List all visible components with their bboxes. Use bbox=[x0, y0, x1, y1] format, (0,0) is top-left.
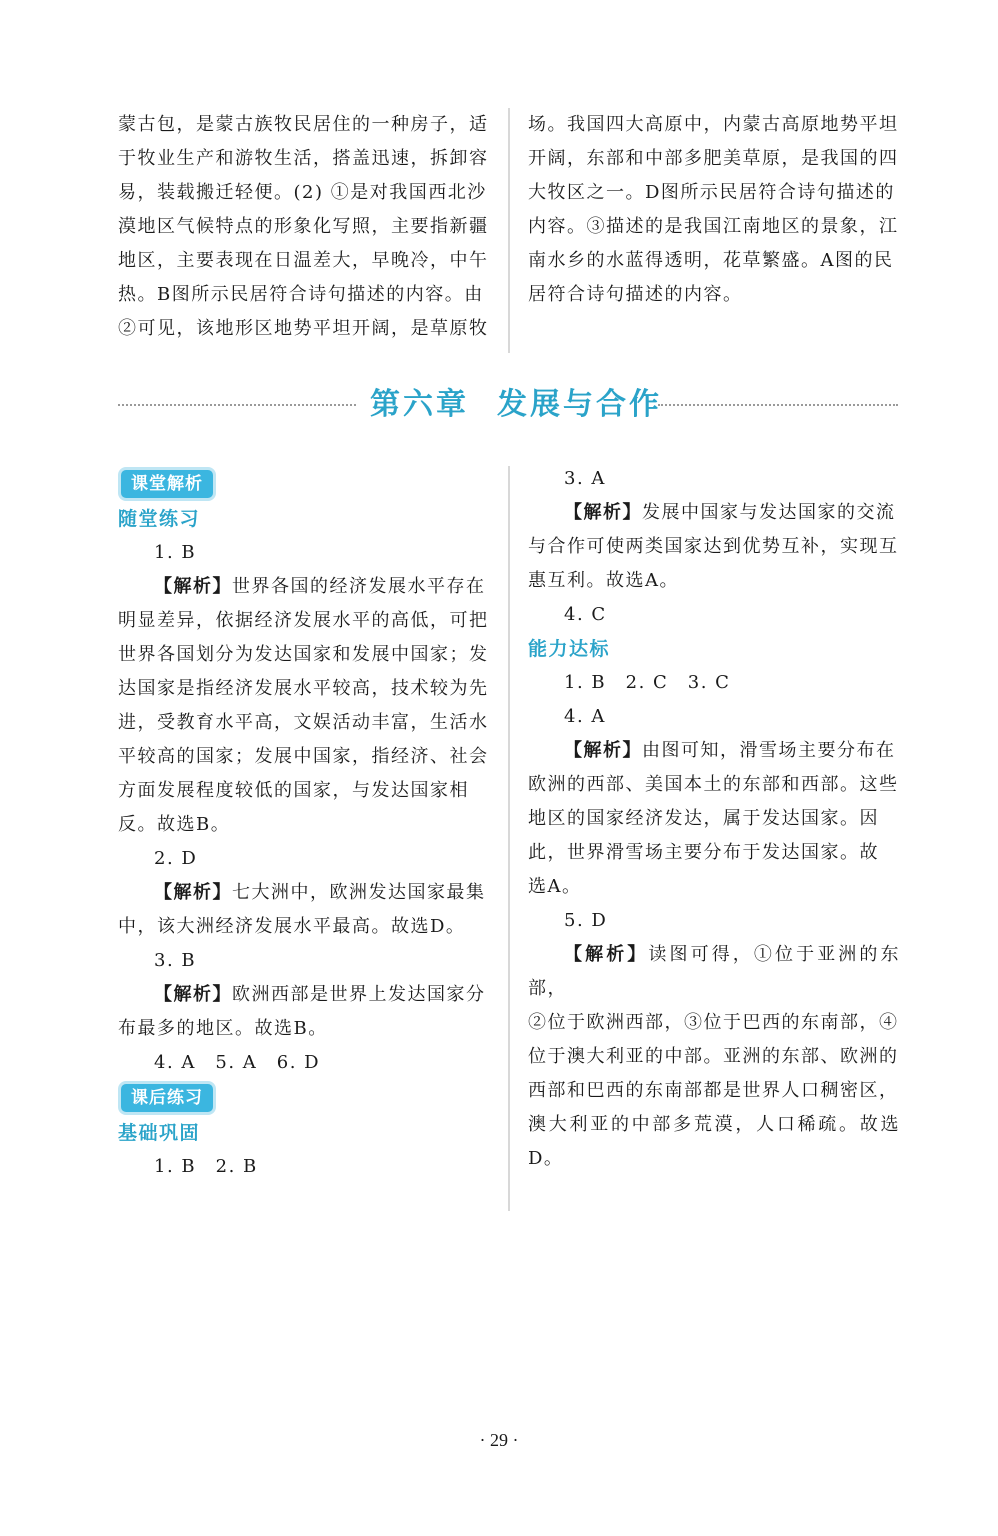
answer-line: 4. A bbox=[564, 706, 606, 727]
top-column-divider bbox=[508, 108, 510, 353]
explanation-tag: 【解析】 bbox=[154, 576, 232, 597]
explanation-tag: 【解析】 bbox=[154, 984, 232, 1005]
answer-line: 4. C bbox=[564, 604, 607, 625]
answer-line: 5. D bbox=[564, 910, 608, 931]
text-line: ②位于欧洲西部，③位于巴西的东南部，④ bbox=[528, 1012, 899, 1033]
text-line: 平较高的国家；发展中国家，指经济、社会 bbox=[118, 746, 489, 767]
text-line: 西部和巴西的东南部都是世界人口稠密区， bbox=[528, 1080, 899, 1101]
explanation-tag: 【解析】 bbox=[154, 882, 232, 903]
text-line: 蒙古包，是蒙古族牧民居住的一种房子，适 bbox=[118, 114, 489, 135]
text-line: 澳大利亚的中部多荒漠，人口稀疏。故选D。 bbox=[528, 1114, 900, 1169]
text-line: 明显差异，依据经济发展水平的高低，可把 bbox=[118, 610, 489, 631]
answer-line: 1. B 2. C 3. C bbox=[564, 672, 731, 693]
chapter-name: 发展与合作 bbox=[497, 387, 662, 422]
chapter-number: 第六章 bbox=[370, 387, 469, 422]
text-line: 选A。 bbox=[528, 876, 582, 897]
dotted-rule-left bbox=[118, 404, 356, 406]
explanation-paragraph bbox=[528, 496, 900, 530]
explanation-text: 欧洲西部是世界上发达国家分 bbox=[232, 984, 486, 1005]
column-divider bbox=[508, 466, 510, 1211]
text-line: 方面发展程度较低的国家，与发达国家相 bbox=[118, 780, 469, 801]
text-line: 大牧区之一。D图所示民居符合诗句描述的 bbox=[528, 182, 895, 203]
explanation-paragraph bbox=[528, 938, 900, 1006]
explanation-text: 由图可知，滑雪场主要分布在 bbox=[642, 740, 896, 761]
subheading-in-class-practice: 随堂练习 bbox=[118, 508, 201, 530]
text-line: 位于澳大利亚的中部。亚洲的东部、欧洲的 bbox=[528, 1046, 899, 1067]
text-line: 地区的国家经济发达，属于发达国家。因 bbox=[528, 808, 879, 829]
subheading-basic-consolidation: 基础巩固 bbox=[118, 1122, 201, 1144]
explanation-text: 读图可得，①位于亚洲的东部， bbox=[528, 944, 901, 999]
text-line: 热。B图所示民居符合诗句描述的内容。由 bbox=[118, 284, 484, 305]
answer-line: 2. D bbox=[154, 848, 198, 869]
top-left-column bbox=[118, 108, 490, 346]
explanation-paragraph bbox=[118, 570, 490, 604]
answer-line: 4. A 5. A 6. D bbox=[154, 1052, 321, 1073]
explanation-paragraph bbox=[528, 734, 900, 768]
dotted-rule-right bbox=[658, 404, 898, 406]
explanation-text: 世界各国的经济发展水平存在 bbox=[232, 576, 486, 597]
text-line: 漠地区气候特点的形象化写照，主要指新疆 bbox=[118, 216, 489, 237]
section-badge-wrap bbox=[118, 466, 490, 502]
text-line: 反。故选B。 bbox=[118, 814, 231, 835]
text-line: 达国家是指经济发展水平较高，技术较为先 bbox=[118, 678, 489, 699]
top-right-column bbox=[528, 108, 900, 312]
text-line: 布最多的地区。故选B。 bbox=[118, 1018, 328, 1039]
text-line: 此，世界滑雪场主要分布于发达国家。故 bbox=[528, 842, 879, 863]
text-line: 场。我国四大高原中，内蒙古高原地势平坦 bbox=[528, 114, 899, 135]
text-line: 欧洲的西部、美国本土的东部和西部。这些 bbox=[528, 774, 899, 795]
text-line: 居符合诗句描述的内容。 bbox=[528, 284, 743, 305]
explanation-tag: 【解析】 bbox=[564, 944, 649, 965]
chapter-title bbox=[370, 380, 662, 430]
answer-line: 1. B 2. B bbox=[154, 1156, 258, 1177]
text-line: 惠互利。故选A。 bbox=[528, 570, 679, 591]
text-line: 于牧业生产和游牧生活，搭盖迅速，拆卸容 bbox=[118, 148, 489, 169]
text-line: ②可见，该地形区地势平坦开阔，是草原牧 bbox=[118, 318, 489, 339]
page-number: · 29 · bbox=[479, 1430, 519, 1450]
section-badge-wrap bbox=[118, 1080, 490, 1116]
text-line: 世界各国划分为发达国家和发展中国家；发 bbox=[118, 644, 489, 665]
text-line: 易，装载搬迁轻便。(2) ①是对我国西北沙 bbox=[118, 182, 487, 203]
text-line: 中，该大洲经济发展水平最高。故选D。 bbox=[118, 916, 466, 937]
right-column bbox=[528, 462, 900, 1176]
text-line: 与合作可使两类国家达到优势互补，实现互 bbox=[528, 536, 899, 557]
answer-line: 3. B bbox=[154, 950, 197, 971]
text-line: 南水乡的水蓝得透明，花草繁盛。A图的民 bbox=[528, 250, 894, 271]
explanation-tag: 【解析】 bbox=[564, 740, 642, 761]
left-column bbox=[118, 466, 490, 1184]
text-line: 内容。③描述的是我国江南地区的景象，江 bbox=[528, 216, 899, 237]
text-line: 地区，主要表现在日温差大，早晚冷，中午 bbox=[118, 250, 489, 271]
explanation-paragraph bbox=[118, 978, 490, 1012]
subheading-ability-standard: 能力达标 bbox=[528, 638, 611, 660]
section-badge-homework: 课后练习 bbox=[121, 1084, 213, 1112]
explanation-paragraph bbox=[118, 876, 490, 910]
explanation-text: 发展中国家与发达国家的交流 bbox=[642, 502, 896, 523]
explanation-text: 七大洲中，欧洲发达国家最集 bbox=[232, 882, 486, 903]
text-line: 开阔，东部和中部多肥美草原，是我国的四 bbox=[528, 148, 899, 169]
chapter-heading bbox=[0, 380, 998, 430]
answer-line: 1. B bbox=[154, 542, 197, 563]
explanation-tag: 【解析】 bbox=[564, 502, 642, 523]
section-badge-classroom: 课堂解析 bbox=[121, 470, 213, 498]
text-line: 进，受教育水平高，文娱活动丰富，生活水 bbox=[118, 712, 489, 733]
answer-line: 3. A bbox=[564, 468, 606, 489]
